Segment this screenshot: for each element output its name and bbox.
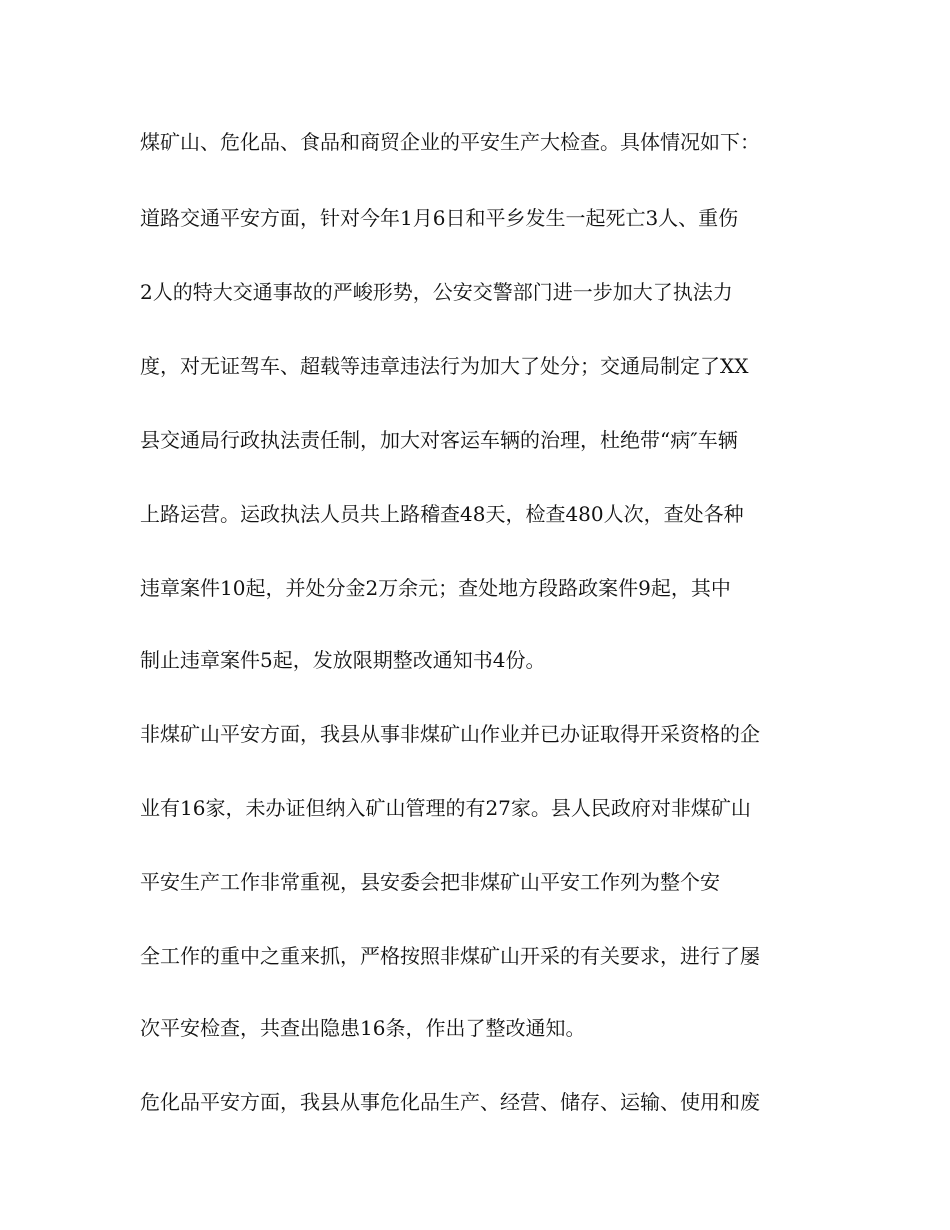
text-line-6: 上路运营。运政执法人员共上路稽查48天，检查480人次，查处各种 <box>140 502 744 526</box>
text-line-7: 违章案件10起，并处分金2万余元；查处地方段路政案件9起，其中 <box>140 576 731 600</box>
text-line-1: 煤矿山、危化品、食品和商贸企业的平安生产大检查。具体情况如下： <box>140 130 760 154</box>
text-line-11: 平安生产工作非常重视，县安委会把非煤矿山平安工作列为整个安 <box>140 870 720 894</box>
text-line-8: 制止违章案件5起，发放限期整改通知书4份。 <box>140 648 546 672</box>
text-line-3: 2人的特大交通事故的严峻形势，公安交警部门进一步加大了执法力 <box>140 280 733 304</box>
text-line-2: 道路交通平安方面，针对今年1月6日和平乡发生一起死亡3人、重伤 <box>140 206 739 230</box>
text-line-10: 业有16家，未办证但纳入矿山管理的有27家。县人民政府对非煤矿山 <box>140 796 751 820</box>
text-line-12: 全工作的重中之重来抓，严格按照非煤矿山开采的有关要求，进行了屡 <box>140 944 760 968</box>
text-line-14: 危化品平安方面，我县从事危化品生产、经营、储存、运输、使用和废 <box>140 1090 760 1114</box>
text-line-4: 度，对无证驾车、超载等违章违法行为加大了处分；交通局制定了XX <box>140 354 749 378</box>
text-line-5: 县交通局行政执法责任制，加大对客运车辆的治理，杜绝带“病″车辆 <box>140 428 738 452</box>
text-line-9: 非煤矿山平安方面，我县从事非煤矿山作业并已办证取得开采资格的企 <box>140 722 760 746</box>
text-line-13: 次平安检查，共查出隐患16条，作出了整改通知。 <box>140 1016 586 1040</box>
